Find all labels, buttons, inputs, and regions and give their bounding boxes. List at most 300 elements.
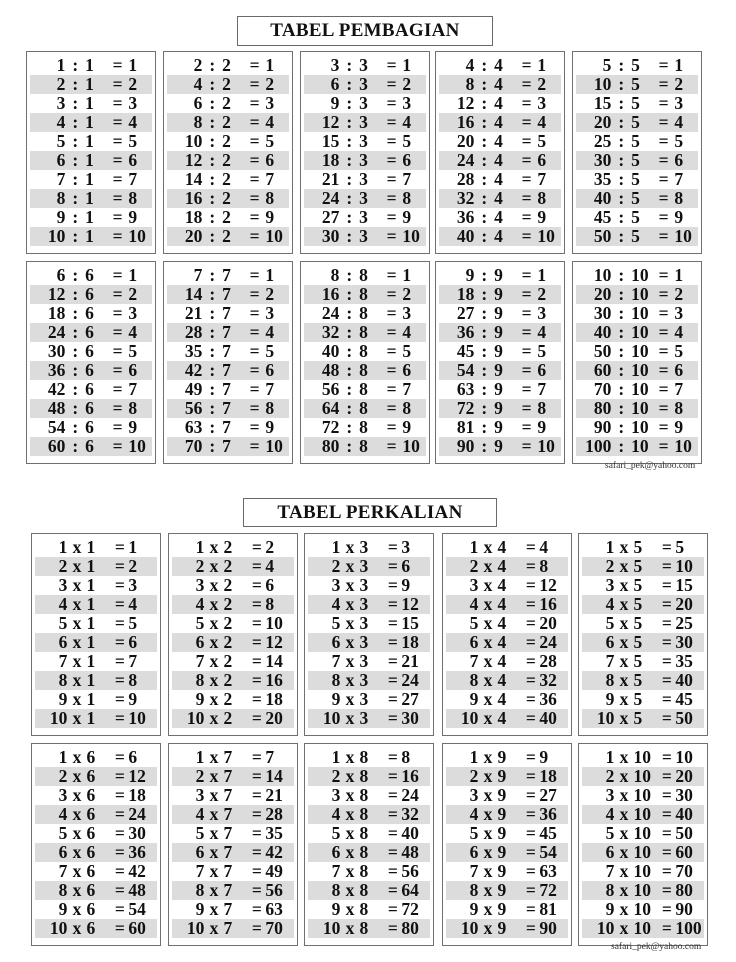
result-value: 10 — [402, 226, 420, 246]
result-value: 10 — [128, 436, 146, 456]
operator-sign: x — [619, 842, 629, 862]
operand-a: 40 — [593, 188, 612, 208]
table-row — [35, 786, 157, 805]
table-row — [308, 690, 430, 709]
operand-b: 8 — [359, 436, 368, 456]
operator-sign: : — [481, 131, 488, 151]
operand-a: 5 — [469, 823, 479, 843]
operand-a: 15 — [321, 131, 340, 151]
equals-sign: = — [112, 398, 123, 418]
operand-a: 16 — [456, 112, 475, 132]
operand-b: 2 — [223, 575, 233, 595]
operand-b: 7 — [222, 303, 231, 323]
table-row — [304, 56, 426, 75]
operand-a: 30 — [593, 150, 612, 170]
operator-sign: : — [209, 436, 216, 456]
equals-sign: = — [521, 150, 532, 170]
operand-b: 4 — [494, 112, 503, 132]
table-row — [167, 94, 289, 113]
operand-a: 10 — [322, 708, 341, 728]
operand-b: 7 — [223, 842, 233, 862]
operand-b: 4 — [497, 537, 507, 557]
table-row — [35, 690, 157, 709]
result-value: 2 — [402, 74, 412, 94]
equals-sign: = — [658, 341, 669, 361]
table-row — [167, 380, 289, 399]
operand-b: 1 — [85, 55, 94, 75]
operand-b: 3 — [359, 594, 369, 614]
operand-a: 1 — [331, 747, 341, 767]
result-value: 20 — [265, 708, 283, 728]
operand-b: 3 — [359, 169, 368, 189]
result-value: 8 — [265, 188, 275, 208]
equals-sign: = — [525, 899, 536, 919]
multiplication-table-10 — [578, 743, 708, 946]
table-row — [439, 56, 561, 75]
equals-sign: = — [249, 417, 260, 437]
equals-sign: = — [525, 823, 536, 843]
equals-sign: = — [661, 670, 672, 690]
operator-sign: : — [481, 112, 488, 132]
table-row — [172, 595, 294, 614]
table-row — [582, 576, 704, 595]
operand-b: 1 — [86, 670, 96, 690]
equals-sign: = — [249, 74, 260, 94]
operand-b: 1 — [85, 188, 94, 208]
equals-sign: = — [387, 880, 398, 900]
table-row — [172, 576, 294, 595]
equals-sign: = — [658, 303, 669, 323]
operator-sign: : — [346, 379, 353, 399]
equals-sign: = — [521, 398, 532, 418]
result-value: 10 — [674, 436, 692, 456]
result-value: 63 — [539, 861, 557, 881]
result-value: 56 — [265, 880, 283, 900]
operand-a: 1 — [605, 747, 615, 767]
equals-sign: = — [661, 575, 672, 595]
operand-a: 70 — [184, 436, 203, 456]
operand-a: 24 — [47, 322, 66, 342]
operand-a: 5 — [331, 823, 341, 843]
operator-sign: : — [209, 303, 216, 323]
table-row — [446, 919, 568, 938]
operator-sign: x — [209, 575, 219, 595]
operator-sign: : — [346, 226, 353, 246]
operator-sign: : — [346, 150, 353, 170]
operator-sign: : — [72, 74, 79, 94]
equals-sign: = — [387, 537, 398, 557]
equals-sign: = — [249, 112, 260, 132]
equals-sign: = — [658, 284, 669, 304]
operand-b: 10 — [631, 360, 649, 380]
equals-sign: = — [525, 613, 536, 633]
operator-sign: : — [346, 169, 353, 189]
multiplication-table-3 — [304, 533, 434, 736]
operator-sign: x — [72, 880, 82, 900]
result-value: 4 — [537, 322, 547, 342]
result-value: 8 — [265, 398, 275, 418]
operand-b: 9 — [494, 265, 503, 285]
operand-a: 48 — [47, 398, 66, 418]
operand-a: 18 — [321, 150, 340, 170]
operand-a: 1 — [58, 747, 68, 767]
result-value: 28 — [539, 651, 557, 671]
operand-a: 32 — [456, 188, 475, 208]
result-value: 3 — [401, 537, 411, 557]
table-row — [439, 132, 561, 151]
result-value: 18 — [128, 785, 146, 805]
equals-sign: = — [112, 265, 123, 285]
operator-sign: x — [72, 842, 82, 862]
table-row — [439, 399, 561, 418]
operator-sign: : — [346, 436, 353, 456]
operator-sign: : — [618, 226, 625, 246]
operand-b: 9 — [494, 436, 503, 456]
equals-sign: = — [521, 379, 532, 399]
operator-sign: x — [345, 918, 355, 938]
operator-sign: x — [72, 823, 82, 843]
equals-sign: = — [251, 785, 262, 805]
equals-sign: = — [249, 207, 260, 227]
table-row — [304, 132, 426, 151]
operand-a: 6 — [58, 842, 68, 862]
operand-a: 6 — [330, 74, 340, 94]
table-row — [30, 418, 152, 437]
equals-sign: = — [249, 322, 260, 342]
equals-sign: = — [387, 918, 398, 938]
operator-sign: : — [72, 265, 79, 285]
operator-sign: : — [481, 417, 488, 437]
operand-a: 20 — [593, 112, 612, 132]
operand-b: 2 — [222, 169, 231, 189]
operand-a: 3 — [58, 575, 68, 595]
result-value: 5 — [402, 341, 412, 361]
operator-sign: : — [72, 436, 79, 456]
result-value: 5 — [128, 131, 138, 151]
equals-sign: = — [661, 785, 672, 805]
operator-sign: x — [483, 632, 493, 652]
table-row — [576, 418, 698, 437]
operand-a: 2 — [56, 74, 66, 94]
operand-a: 50 — [593, 226, 612, 246]
operand-b: 9 — [494, 322, 503, 342]
result-value: 27 — [401, 689, 419, 709]
operand-b: 4 — [497, 708, 507, 728]
operand-b: 9 — [497, 766, 507, 786]
table-row — [308, 805, 430, 824]
operand-b: 9 — [494, 303, 503, 323]
operator-sign: : — [346, 265, 353, 285]
operand-b: 3 — [359, 613, 369, 633]
result-value: 4 — [539, 537, 549, 557]
operand-a: 7 — [331, 861, 341, 881]
equals-sign: = — [386, 150, 397, 170]
operand-a: 3 — [56, 93, 66, 113]
operand-b: 7 — [223, 880, 233, 900]
operand-b: 2 — [223, 670, 233, 690]
equals-sign: = — [251, 689, 262, 709]
equals-sign: = — [661, 689, 672, 709]
operator-sign: x — [345, 575, 355, 595]
operand-b: 7 — [223, 899, 233, 919]
table-row — [446, 538, 568, 557]
equals-sign: = — [251, 804, 262, 824]
result-value: 1 — [674, 265, 684, 285]
table-row — [446, 614, 568, 633]
operand-a: 24 — [456, 150, 475, 170]
result-value: 30 — [401, 708, 419, 728]
table-row — [576, 56, 698, 75]
table-row — [167, 399, 289, 418]
operand-a: 3 — [195, 785, 205, 805]
table-row — [172, 557, 294, 576]
operand-b: 6 — [86, 823, 96, 843]
equals-sign: = — [661, 651, 672, 671]
equals-sign: = — [114, 670, 125, 690]
operator-sign: x — [619, 880, 629, 900]
table-row — [439, 304, 561, 323]
equals-sign: = — [114, 708, 125, 728]
operand-a: 6 — [56, 265, 66, 285]
equals-sign: = — [525, 880, 536, 900]
result-value: 14 — [265, 766, 283, 786]
result-value: 9 — [402, 207, 412, 227]
operand-a: 42 — [47, 379, 66, 399]
result-value: 1 — [265, 55, 275, 75]
operator-sign: : — [209, 55, 216, 75]
equals-sign: = — [387, 689, 398, 709]
table-row — [30, 399, 152, 418]
table-row — [308, 671, 430, 690]
operator-sign: : — [346, 55, 353, 75]
equals-sign: = — [661, 708, 672, 728]
operand-b: 1 — [85, 112, 94, 132]
table-row — [172, 652, 294, 671]
operator-sign: : — [346, 360, 353, 380]
table-row — [167, 342, 289, 361]
operator-sign: : — [346, 303, 353, 323]
operand-a: 8 — [56, 188, 66, 208]
equals-sign: = — [112, 379, 123, 399]
result-value: 4 — [265, 112, 275, 132]
table-row — [30, 132, 152, 151]
operator-sign: : — [481, 226, 488, 246]
result-value: 20 — [539, 613, 557, 633]
result-value: 9 — [402, 417, 412, 437]
result-value: 45 — [539, 823, 557, 843]
table-row — [576, 304, 698, 323]
equals-sign: = — [249, 303, 260, 323]
table-row — [582, 900, 704, 919]
table-row — [167, 56, 289, 75]
operator-sign: : — [618, 188, 625, 208]
equals-sign: = — [249, 150, 260, 170]
table-row — [582, 690, 704, 709]
operand-a: 1 — [195, 747, 205, 767]
table-row — [446, 900, 568, 919]
operand-a: 27 — [321, 207, 340, 227]
table-row — [439, 113, 561, 132]
operator-sign: : — [72, 322, 79, 342]
operator-sign: x — [619, 556, 629, 576]
operator-sign: : — [618, 341, 625, 361]
table-row — [30, 380, 152, 399]
table-row — [576, 113, 698, 132]
result-value: 8 — [128, 398, 138, 418]
operand-a: 8 — [605, 670, 615, 690]
result-value: 1 — [402, 265, 412, 285]
operator-sign: x — [72, 861, 82, 881]
result-value: 7 — [537, 379, 547, 399]
operand-b: 2 — [222, 93, 231, 113]
operand-a: 80 — [321, 436, 340, 456]
equals-sign: = — [112, 360, 123, 380]
equals-sign: = — [112, 112, 123, 132]
result-value: 4 — [402, 322, 412, 342]
operand-b: 9 — [494, 417, 503, 437]
equals-sign: = — [386, 169, 397, 189]
table-row — [308, 881, 430, 900]
operand-a: 10 — [460, 708, 479, 728]
equals-sign: = — [112, 93, 123, 113]
equals-sign: = — [114, 899, 125, 919]
operand-a: 5 — [58, 823, 68, 843]
equals-sign: = — [661, 842, 672, 862]
operator-sign: : — [72, 341, 79, 361]
operand-b: 2 — [223, 594, 233, 614]
operand-b: 7 — [222, 284, 231, 304]
equals-sign: = — [387, 823, 398, 843]
equals-sign: = — [525, 766, 536, 786]
operand-b: 4 — [497, 556, 507, 576]
table-row — [576, 151, 698, 170]
equals-sign: = — [386, 226, 397, 246]
equals-sign: = — [525, 594, 536, 614]
table-row — [582, 557, 704, 576]
operator-sign: x — [72, 804, 82, 824]
operand-b: 7 — [222, 379, 231, 399]
table-row — [172, 919, 294, 938]
table-row — [35, 881, 157, 900]
result-value: 2 — [537, 74, 547, 94]
operand-a: 7 — [58, 651, 68, 671]
operand-a: 27 — [456, 303, 475, 323]
operator-sign: : — [481, 207, 488, 227]
operand-b: 10 — [633, 899, 651, 919]
operand-b: 7 — [223, 804, 233, 824]
result-value: 3 — [537, 93, 547, 113]
operand-a: 5 — [195, 823, 205, 843]
operator-sign: x — [209, 651, 219, 671]
operand-a: 80 — [593, 398, 612, 418]
table-row — [308, 786, 430, 805]
table-row — [582, 652, 704, 671]
result-value: 2 — [128, 556, 138, 576]
operand-b: 3 — [359, 632, 369, 652]
operand-a: 1 — [195, 537, 205, 557]
result-value: 54 — [128, 899, 146, 919]
operand-b: 1 — [86, 613, 96, 633]
operand-b: 10 — [633, 785, 651, 805]
table-row — [167, 266, 289, 285]
table-row — [35, 576, 157, 595]
operator-sign: : — [481, 436, 488, 456]
equals-sign: = — [525, 804, 536, 824]
equals-sign: = — [386, 188, 397, 208]
operator-sign: x — [619, 747, 629, 767]
equals-sign: = — [525, 689, 536, 709]
result-value: 5 — [128, 613, 138, 633]
table-row — [576, 323, 698, 342]
result-value: 15 — [675, 575, 693, 595]
operand-b: 9 — [497, 842, 507, 862]
result-value: 80 — [401, 918, 419, 938]
table-row — [582, 862, 704, 881]
operand-a: 30 — [321, 226, 340, 246]
operand-b: 4 — [494, 207, 503, 227]
result-value: 3 — [265, 93, 275, 113]
operand-a: 5 — [195, 613, 205, 633]
operator-sign: x — [619, 613, 629, 633]
operand-a: 35 — [184, 341, 203, 361]
result-value: 21 — [401, 651, 419, 671]
table-row — [172, 862, 294, 881]
operand-a: 6 — [56, 150, 66, 170]
operand-a: 2 — [605, 556, 615, 576]
table-row — [446, 576, 568, 595]
operator-sign: : — [209, 322, 216, 342]
operand-a: 4 — [465, 55, 475, 75]
equals-sign: = — [112, 436, 123, 456]
equals-sign: = — [114, 689, 125, 709]
operand-b: 10 — [631, 341, 649, 361]
table-row — [576, 208, 698, 227]
table-row — [576, 361, 698, 380]
operator-sign: : — [346, 188, 353, 208]
operator-sign: : — [72, 398, 79, 418]
operator-sign: : — [72, 303, 79, 323]
table-row — [172, 900, 294, 919]
result-value: 5 — [265, 131, 275, 151]
result-value: 4 — [265, 556, 275, 576]
table-row — [35, 595, 157, 614]
operand-a: 4 — [58, 804, 68, 824]
operator-sign: : — [209, 284, 216, 304]
equals-sign: = — [525, 651, 536, 671]
result-value: 3 — [128, 303, 138, 323]
equals-sign: = — [661, 766, 672, 786]
table-row — [167, 361, 289, 380]
result-value: 3 — [402, 303, 412, 323]
operand-a: 2 — [331, 556, 341, 576]
operand-b: 8 — [359, 265, 368, 285]
operand-a: 30 — [593, 303, 612, 323]
operand-b: 6 — [86, 785, 96, 805]
equals-sign: = — [661, 918, 672, 938]
operator-sign: : — [481, 55, 488, 75]
result-value: 9 — [265, 207, 275, 227]
operand-a: 6 — [469, 842, 479, 862]
result-value: 72 — [401, 899, 419, 919]
result-value: 8 — [537, 188, 547, 208]
result-value: 10 — [537, 436, 555, 456]
operand-a: 9 — [331, 899, 341, 919]
table-row — [167, 418, 289, 437]
operand-a: 36 — [456, 207, 475, 227]
operand-b: 3 — [359, 226, 368, 246]
operand-b: 10 — [633, 918, 651, 938]
result-value: 25 — [675, 613, 693, 633]
